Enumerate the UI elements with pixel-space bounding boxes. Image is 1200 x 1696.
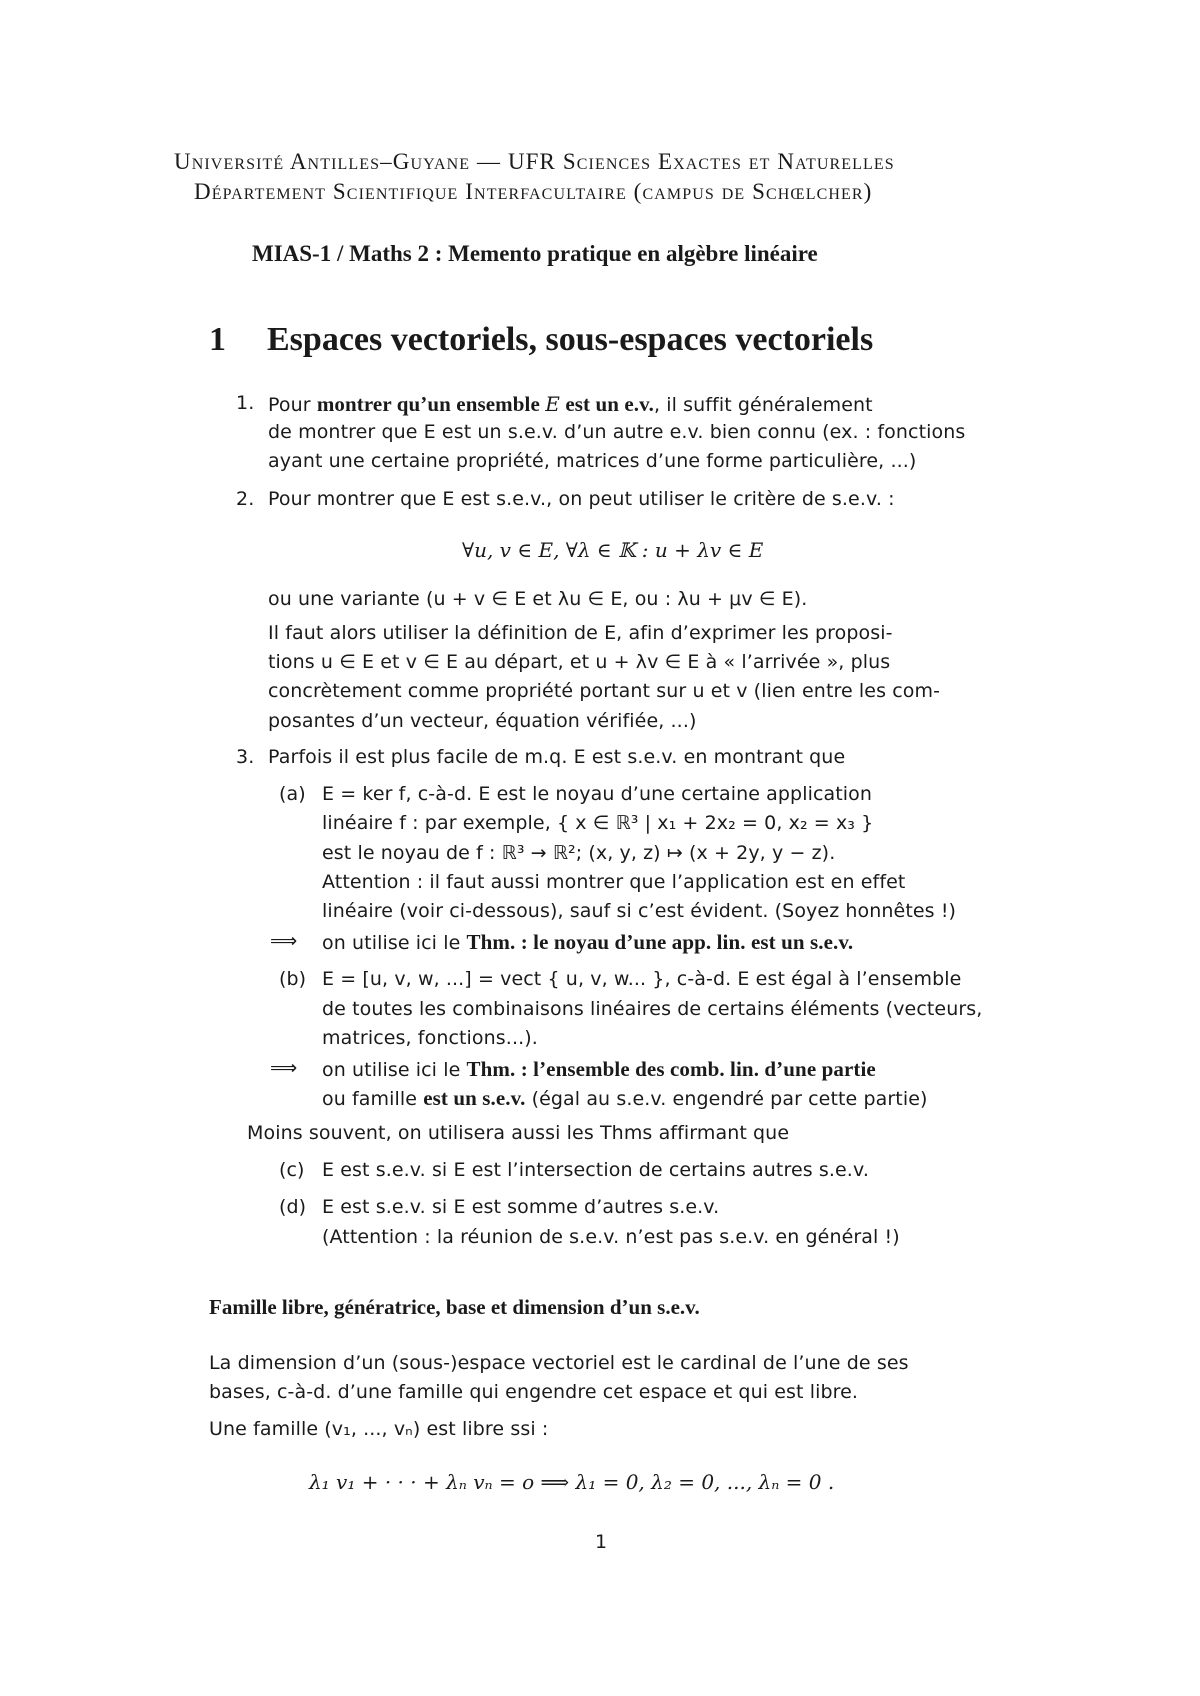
subitem-a-line-2: linéaire f : par exemple, { x ∈ ℝ³ | x₁ + 2x₂ = 0, x₂ = x₃ } [322, 812, 874, 834]
subitem-b-label: (b) [279, 968, 307, 990]
subitem-a-line-5: linéaire (voir ci-dessous), sauf si c’est évident. (Soyez honnêtes !) [322, 900, 957, 922]
subitem-d-line-1: E est s.e.v. si E est somme d’autres s.e.v. [322, 1196, 720, 1218]
item-3-number: 3. [236, 746, 255, 768]
subitem-c-label: (c) [279, 1159, 305, 1181]
free-family-line: Une famille (v₁, ..., vₙ) est libre ssi : [209, 1418, 549, 1440]
department-header: Département Scientifique Interfacultaire (campus de Schœlcher) [194, 179, 873, 204]
subitem-b-line-3: matrices, fonctions...). [322, 1027, 538, 1049]
section-title: Espaces vectoriels, sous-espaces vectoriels [267, 321, 874, 358]
item-2-line-2: ou une variante (u + v ∈ E et λu ∈ E, ou : λu + μv ∈ E). [268, 588, 808, 610]
implies-arrow-b: ⟹ [270, 1057, 298, 1079]
university-header: Université Antilles–Guyane — UFR Sciences Exactes et Naturelles [174, 149, 895, 174]
item-3-line-1: Parfois il est plus facile de m.q. E est s.e.v. en montrant que [268, 746, 846, 768]
free-family-formula: λ₁ v₁ + · · · + λₙ vₙ = o ⟹ λ₁ = 0, λ₂ = 0, ..., λₙ = 0 . [309, 1470, 835, 1494]
item-2-line-4: tions u ∈ E et v ∈ E au départ, et u + λv ∈ E à « l’arrivée », plus [268, 651, 891, 673]
subsection-title: Famille libre, génératrice, base et dimension d’un s.e.v. [209, 1295, 700, 1319]
dimension-paragraph-line-2: bases, c-à-d. d’une famille qui engendre cet espace et qui est libre. [209, 1381, 859, 1403]
item-2-line-5: concrètement comme propriété portant sur u et v (lien entre les com- [268, 680, 941, 702]
course-title: MIAS-1 / Maths 2 : Memento pratique en algèbre linéaire [252, 241, 818, 266]
item-1-number: 1. [236, 392, 255, 414]
item-2-line-3: Il faut alors utiliser la définition de E, afin d’exprimer les proposi- [268, 622, 893, 644]
subitem-a-line-4: Attention : il faut aussi montrer que l’application est en effet [322, 871, 906, 893]
subitem-d-line-2: (Attention : la réunion de s.e.v. n’est pas s.e.v. en général !) [322, 1226, 900, 1248]
item-1-line-3: ayant une certaine propriété, matrices d’une forme particulière, ...) [268, 450, 917, 472]
item-1-line-1: Pour montrer qu’un ensemble E est un e.v., il suffit généralement [268, 392, 873, 416]
section-number: 1 [209, 321, 226, 358]
subitem-b-line-1: E = [u, v, w, ...] = vect { u, v, w... }, c-à-d. E est égal à l’ensemble [322, 968, 962, 990]
subitem-b-conclusion-1: on utilise ici le Thm. : l’ensemble des comb. lin. d’une partie [322, 1057, 876, 1081]
page-number: 1 [595, 1531, 608, 1553]
subitem-b-line-2: de toutes les combinaisons linéaires de certains éléments (vecteurs, [322, 998, 983, 1020]
subitem-c-line-1: E est s.e.v. si E est l’intersection de certains autres s.e.v. [322, 1159, 869, 1181]
subitem-a-label: (a) [279, 783, 306, 805]
item-2-line-1: Pour montrer que E est s.e.v., on peut utiliser le critère de s.e.v. : [268, 488, 895, 510]
sev-criterion-formula: ∀u, v ∈ E, ∀λ ∈ 𝕂 : u + λv ∈ E [462, 538, 764, 562]
item-1-line-2: de montrer que E est un s.e.v. d’un autre e.v. bien connu (ex. : fonctions [268, 421, 966, 443]
subitem-a-line-3: est le noyau de f : ℝ³ → ℝ²; (x, y, z) ↦ (x + 2y, y − z). [322, 842, 836, 864]
item-2-line-6: posantes d’un vecteur, équation vérifiée, ...) [268, 710, 697, 732]
subitem-a-conclusion: on utilise ici le Thm. : le noyau d’une app. lin. est un s.e.v. [322, 930, 854, 954]
implies-arrow-a: ⟹ [270, 930, 298, 952]
subitem-b-conclusion-2: ou famille est un s.e.v. (égal au s.e.v. engendré par cette partie) [322, 1086, 928, 1110]
item-2-number: 2. [236, 488, 255, 510]
dimension-paragraph-line-1: La dimension d’un (sous-)espace vectoriel est le cardinal de l’une de ses [209, 1352, 909, 1374]
subitem-d-label: (d) [279, 1196, 307, 1218]
moins-souvent-line: Moins souvent, on utilisera aussi les Thms affirmant que [247, 1122, 790, 1144]
subitem-a-line-1: E = ker f, c-à-d. E est le noyau d’une certaine application [322, 783, 873, 805]
